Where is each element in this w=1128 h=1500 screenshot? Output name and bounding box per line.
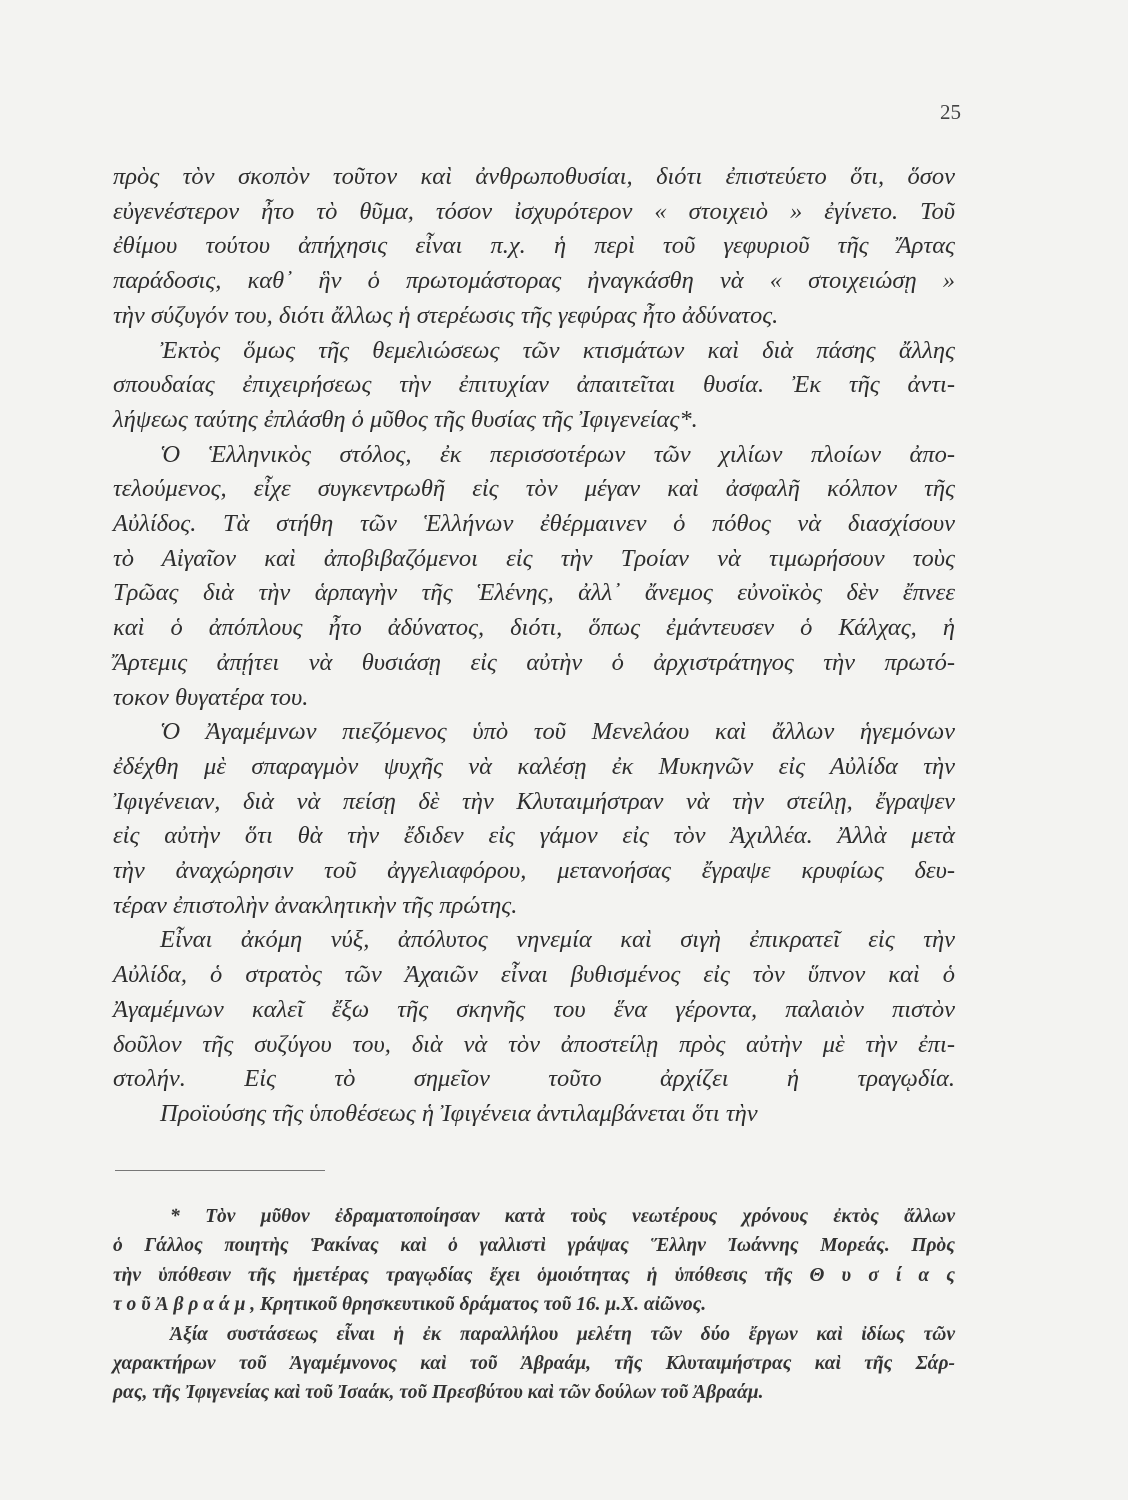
footnote-line: χαρακτήρων τοῦ Ἀγαμέμνονος καὶ τοῦ Ἀβραάμ, τῆς Κλυταιμήστρας καὶ τῆς Σάρ- [113, 1353, 955, 1374]
body-line: Τρῶας διὰ τὴν ἁρπαγὴν τῆς Ἑλένης, ἀλλ᾽ ἄνεμος εὐνοϊκὸς δὲν ἔπνεε [113, 579, 955, 607]
body-line: λήψεως ταύτης ἐπλάσθη ὁ μῦθος τῆς θυσίας τῆς Ἰφιγενείας*. [113, 405, 698, 433]
body-line: τέραν ἐπιστολὴν ἀνακλητικὴν τῆς πρώτης. [113, 891, 518, 919]
body-line: Ἄρτεμις ἀπῄτει νὰ θυσιάσῃ εἰς αὐτὴν ὁ ἀρχιστράτηγος τὴν πρωτό- [113, 648, 955, 676]
body-line: τὸ Αἰγαῖον καὶ ἀποβιβαζόμενοι εἰς τὴν Τροίαν νὰ τιμωρήσουν τοὺς [113, 544, 955, 572]
body-line: τὴν σύζυγόν του, διότι ἄλλως ἡ στερέωσις τῆς γεφύρας ἦτο ἀδύνατος. [113, 301, 779, 329]
body-line: τοκον θυγατέρα του. [113, 683, 309, 711]
body-line: Ὁ Ἑλληνικὸς στόλος, ἐκ περισσοτέρων τῶν χιλίων πλοίων ἀπο- [160, 440, 955, 468]
body-line: σπουδαίας ἐπιχειρήσεως τὴν ἐπιτυχίαν ἀπαιτεῖται θυσία. Ἐκ τῆς ἀντι- [113, 371, 955, 399]
footnote-line: Ἀξία συστάσεως εἶναι ἡ ἐκ παραλλήλου μελέτη τῶν δύο ἔργων καὶ ἰδίως τῶν [170, 1323, 955, 1345]
body-line: τελούμενος, εἶχε συγκεντρωθῆ εἰς τὸν μέγαν καὶ ἀσφαλῆ κόλπον τῆς [113, 475, 955, 503]
body-line: Εἶναι ἀκόμη νύξ, ἀπόλυτος νηνεμία καὶ σιγὴ ἐπικρατεῖ εἰς τὴν [160, 926, 955, 954]
body-line: εἰς αὐτὴν ὅτι θὰ τὴν ἔδιδεν εἰς γάμον εἰς τὸν Ἀχιλλέα. Ἀλλὰ μετὰ [113, 822, 955, 850]
body-line: Αὐλίδος. Τὰ στήθη τῶν Ἑλλήνων ἐθέρμαινεν ὁ πόθος νὰ διασχίσουν [113, 510, 955, 537]
body-line: τὴν ἀναχώρησιν τοῦ ἀγγελιαφόρου, μετανοήσας ἔγραψε κρυφίως δευ- [113, 857, 955, 884]
body-line: εὐγενέστερον ἦτο τὸ θῦμα, τόσον ἰσχυρότερον « στοιχειὸ » ἐγίνετο. Τοῦ [113, 197, 955, 225]
body-line: στολήν. Εἰς τὸ σημεῖον τοῦτο ἀρχίζει ἡ τραγῳδία. [113, 1065, 955, 1093]
body-line: Ἰφιγένειαν, διὰ νὰ πείσῃ δὲ τὴν Κλυταιμήστραν νὰ τὴν στείλῃ, ἔγραψεν [113, 787, 955, 815]
footnote-divider [115, 1170, 325, 1171]
body-line: ἐδέχθη μὲ σπαραγμὸν ψυχῆς νὰ καλέσῃ ἐκ Μυκηνῶν εἰς Αὐλίδα τὴν [113, 752, 955, 780]
page-number: 25 [940, 100, 961, 124]
footnote-line: ὁ Γάλλος ποιητὴς Ῥακίνας καὶ ὁ γαλλιστὶ γράψας Ἕλλην Ἰωάννης Μορεάς. Πρὸς [113, 1235, 955, 1257]
body-line: παράδοσις, καθ᾽ ἣν ὁ πρωτομάστορας ἠναγκάσθη νὰ « στοιχειώσῃ » [113, 267, 955, 295]
body-line: ἐθίμου τούτου ἀπήχησις εἶναι π.χ. ἡ περὶ τοῦ γεφυριοῦ τῆς Ἄρτας [113, 232, 955, 260]
footnote-line: * Τὸν μῦθον ἐδραματοποίησαν κατὰ τοὺς νεωτέρους χρόνους ἐκτὸς ἄλλων [170, 1206, 955, 1227]
body-line: Ἀγαμέμνων καλεῖ ἔξω τῆς σκηνῆς του ἕνα γέροντα, παλαιὸν πιστὸν [113, 995, 955, 1023]
footnote-line: τὴν ὑπόθεσιν τῆς ἡμετέρας τραγῳδίας ἔχει ὁμοιότητας ἡ ὑπόθεσις τῆς Θ υ σ ί α ς [113, 1264, 955, 1286]
body-line: Προϊούσης τῆς ὑποθέσεως ἡ Ἰφιγένεια ἀντιλαμβάνεται ὅτι τὴν [160, 1099, 758, 1127]
body-line: Ἐκτὸς ὅμως τῆς θεμελιώσεως τῶν κτισμάτων καὶ διὰ πάσης ἄλλης [160, 336, 955, 364]
body-line: δοῦλον τῆς συζύγου του, διὰ νὰ τὸν ἀποστείλῃ πρὸς αὐτὴν μὲ τὴν ἐπι- [113, 1030, 955, 1058]
body-line: πρὸς τὸν σκοπὸν τοῦτον καὶ ἀνθρωποθυσίαι, διότι ἐπιστεύετο ὅτι, ὅσον [113, 163, 955, 190]
body-line: καὶ ὁ ἀπόπλους ἦτο ἀδύνατος, διότι, ὅπως ἐμάντευσεν ὁ Κάλχας, ἡ [113, 614, 955, 642]
body-line: Ὁ Ἀγαμέμνων πιεζόμενος ὑπὸ τοῦ Μενελάου καὶ ἄλλων ἡγεμόνων [160, 718, 955, 746]
footnote-line: τ ο ῦ Ἀ β ρ α ά μ , Κρητικοῦ θρησκευτικοῦ δράματος τοῦ 16. μ.Χ. αἰῶνος. [113, 1294, 707, 1316]
body-line: Αὐλίδα, ὁ στρατὸς τῶν Ἀχαιῶν εἶναι βυθισμένος εἰς τὸν ὕπνον καὶ ὁ [113, 961, 955, 989]
footnote-line: ρας, τῆς Ἰφιγενείας καὶ τοῦ Ἰσαάκ, τοῦ Πρεσβύτου καὶ τῶν δούλων τοῦ Ἀβραάμ. [113, 1382, 764, 1404]
